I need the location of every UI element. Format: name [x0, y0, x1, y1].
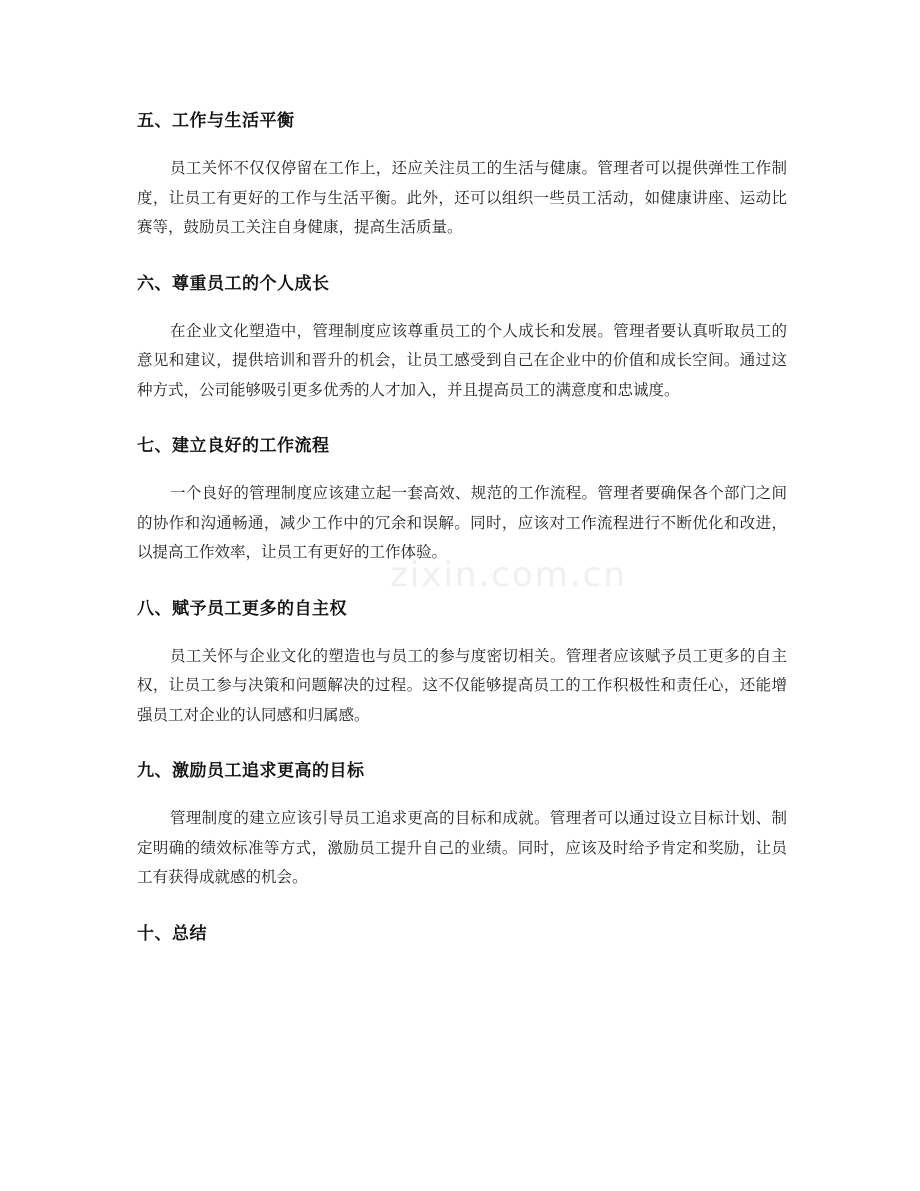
section-paragraph-9: 管理制度的建立应该引导员工追求更高的目标和成就。管理者可以通过设立目标计划、制定明确的绩效标准等方式，激励员工提升自己的业绩。同时，应该及时给予肯定和奖励，让员工有获得成就感的机会。: [137, 809, 787, 886]
section-heading-6: 六、尊重员工的个人成长: [137, 273, 330, 294]
section-paragraph-7: 一个良好的管理制度应该建立起一套高效、规范的工作流程。管理者要确保各个部门之间的协作和沟通畅通，减少工作中的冗余和误解。同时，应该对工作流程进行不断优化和改进，以提高工作效率，让员工有更好的工作体验。: [137, 484, 787, 561]
section-heading-8: 八、赋予员工更多的自主权: [137, 598, 347, 619]
section-paragraph-6: 在企业文化塑造中，管理制度应该尊重员工的个人成长和发展。管理者要认真听取员工的意见和建议，提供培训和晋升的机会，让员工感受到自己在企业中的价值和成长空间。通过这种方式，公司能够吸引更多优秀的人才加入，并且提高员工的满意度和忠诚度。: [137, 321, 787, 399]
section-heading-9: 九、激励员工追求更高的目标: [137, 761, 365, 781]
watermark: zixin.com.cn: [390, 555, 627, 595]
section-paragraph-5: 员工关怀不仅仅停留在工作上，还应关注员工的生活与健康。管理者可以提供弹性工作制度，让员工有更好的工作与生活平衡。此外，还可以组织一些员工活动，如健康讲座、运动比赛等，鼓励员工关注自身健康，提高生活质量。: [137, 159, 787, 236]
section-heading-7: 七、建立良好的工作流程: [137, 436, 330, 456]
section-heading-5: 五、工作与生活平衡: [137, 111, 295, 131]
document-content: [137, 103, 787, 967]
section-paragraph-8: 员工关怀与企业文化的塑造也与员工的参与度密切相关。管理者应该赋予员工更多的自主权，让员工参与决策和问题解决的过程。这不仅能够提高员工的工作积极性和责任心，还能增强员工对企业的认同感和归属感。: [137, 646, 787, 724]
section-heading-10: 十、总结: [137, 923, 207, 944]
